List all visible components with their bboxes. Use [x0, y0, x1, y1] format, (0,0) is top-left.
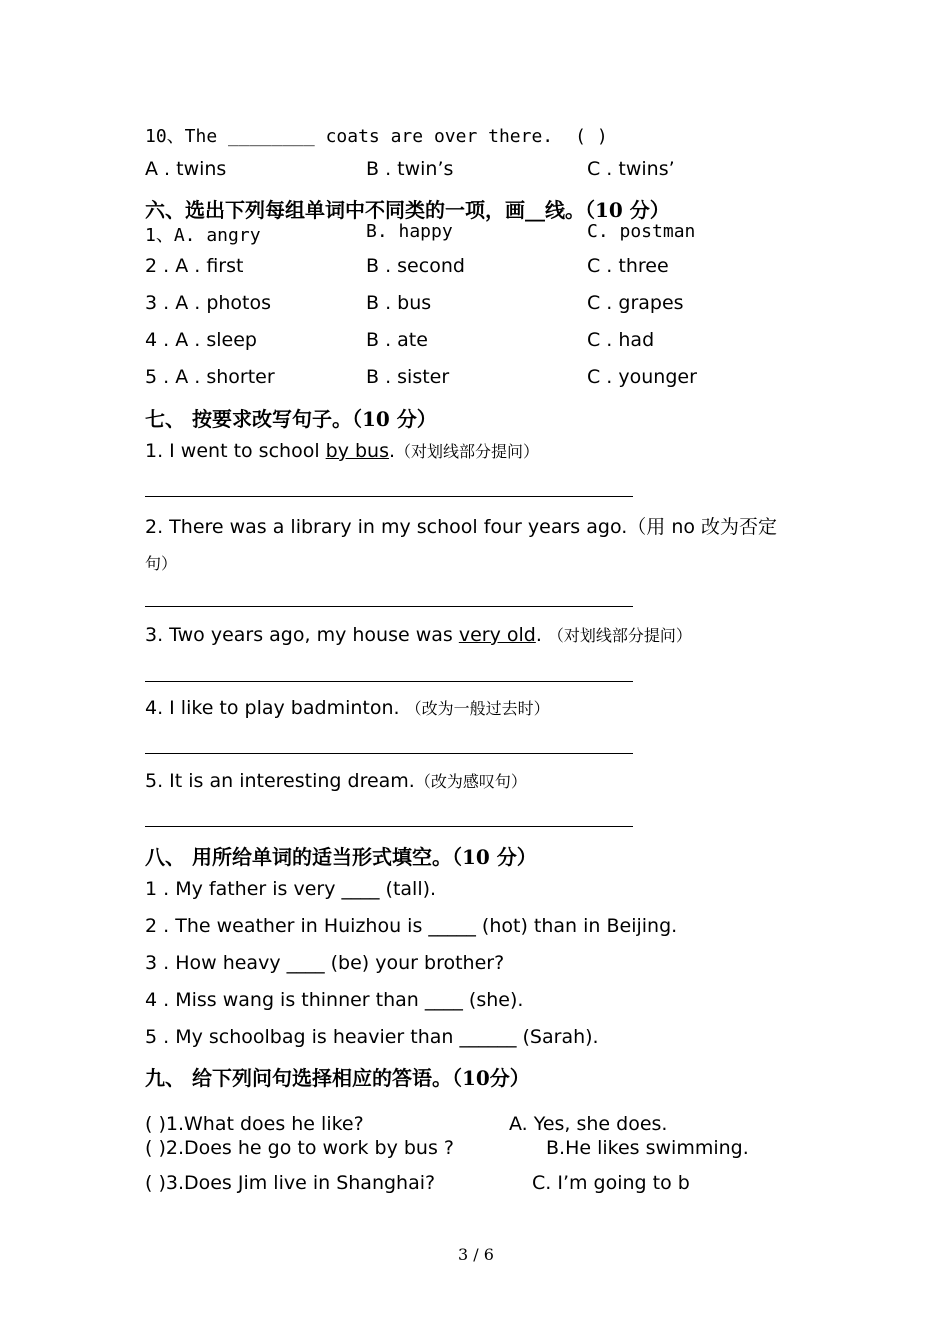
- s8-item2: 2 . The weather in Huizhou is _____ (hot) than in Beijing.: [145, 915, 678, 937]
- s9-answer-b: B.He likes swimming.: [546, 1137, 749, 1159]
- q10-option-a: A . twins: [145, 158, 227, 180]
- page-number: 3 / 6: [458, 1245, 494, 1264]
- s9-answer-c: C. I’m going to b: [532, 1172, 690, 1194]
- s7-sentence2: 2. There was a library in my school four years ago.（用 no 改为否定: [145, 516, 778, 538]
- s6-item4-b: B . ate: [366, 329, 428, 351]
- s7-sentence5: 5. It is an interesting dream.（改为感叹句）: [145, 770, 527, 792]
- s6-item3-a: 3 . A . photos: [145, 292, 272, 314]
- s7-answer-line2[interactable]: [145, 606, 633, 607]
- s6-item4-c: C . had: [587, 329, 655, 351]
- q10-option-b: B . twin’s: [366, 158, 454, 180]
- s6-item5-c: C . younger: [587, 366, 697, 388]
- s6-item2-a: 2 . A . first: [145, 255, 244, 277]
- s9-question1: ( )1.What does he like?: [145, 1113, 364, 1135]
- section9-title: 九、 给下列问句选择相应的答语。（10分）: [145, 1066, 530, 1090]
- s6-item1-c: C. postman: [587, 221, 696, 242]
- s7-answer-line5[interactable]: [145, 826, 633, 827]
- s7-sentence1: 1. I went to school by bus.（对划线部分提问）: [145, 440, 540, 462]
- s9-question2: ( )2.Does he go to work by bus ?: [145, 1137, 454, 1159]
- s7-sentence2-cont: 句）: [145, 554, 178, 573]
- s6-item2-b: B . second: [366, 255, 465, 277]
- s6-item3-c: C . grapes: [587, 292, 684, 314]
- s7-answer-line1[interactable]: [145, 496, 633, 497]
- s6-item3-b: B . bus: [366, 292, 432, 314]
- s8-item5: 5 . My schoolbag is heavier than ______ (Sarah).: [145, 1026, 599, 1048]
- s7-sentence3: 3. Two years ago, my house was very old. （对划线部分提问）: [145, 624, 692, 646]
- s6-item1-b: B. happy: [366, 221, 453, 242]
- s6-item4-a: 4 . A . sleep: [145, 329, 257, 351]
- section7-title: 七、 按要求改写句子。（10 分）: [145, 407, 437, 431]
- s6-item5-a: 5 . A . shorter: [145, 366, 275, 388]
- s6-item5-b: B . sister: [366, 366, 450, 388]
- s7-answer-line4[interactable]: [145, 753, 633, 754]
- s8-item1: 1 . My father is very ____ (tall).: [145, 878, 437, 900]
- s9-answer-a: A. Yes, she does.: [509, 1113, 668, 1135]
- q10-option-c: C . twins’: [587, 158, 675, 180]
- s8-item3: 3 . How heavy ____ (be) your brother?: [145, 952, 505, 974]
- s6-item2-c: C . three: [587, 255, 669, 277]
- s7-sentence4: 4. I like to play badminton. （改为一般过去时）: [145, 697, 550, 719]
- q10-stem: 10、The ________ coats are over there. ( ): [145, 126, 608, 147]
- s8-item4: 4 . Miss wang is thinner than ____ (she).: [145, 989, 524, 1011]
- s7-answer-line3[interactable]: [145, 681, 633, 682]
- s9-question3: ( )3.Does Jim live in Shanghai?: [145, 1172, 436, 1194]
- section8-title: 八、 用所给单词的适当形式填空。（10 分）: [145, 845, 537, 869]
- s6-item1-a: 1、A. angry: [145, 225, 261, 246]
- section6-title: 六、选出下列每组单词中不同类的一项，画__线。（10 分）: [145, 198, 670, 222]
